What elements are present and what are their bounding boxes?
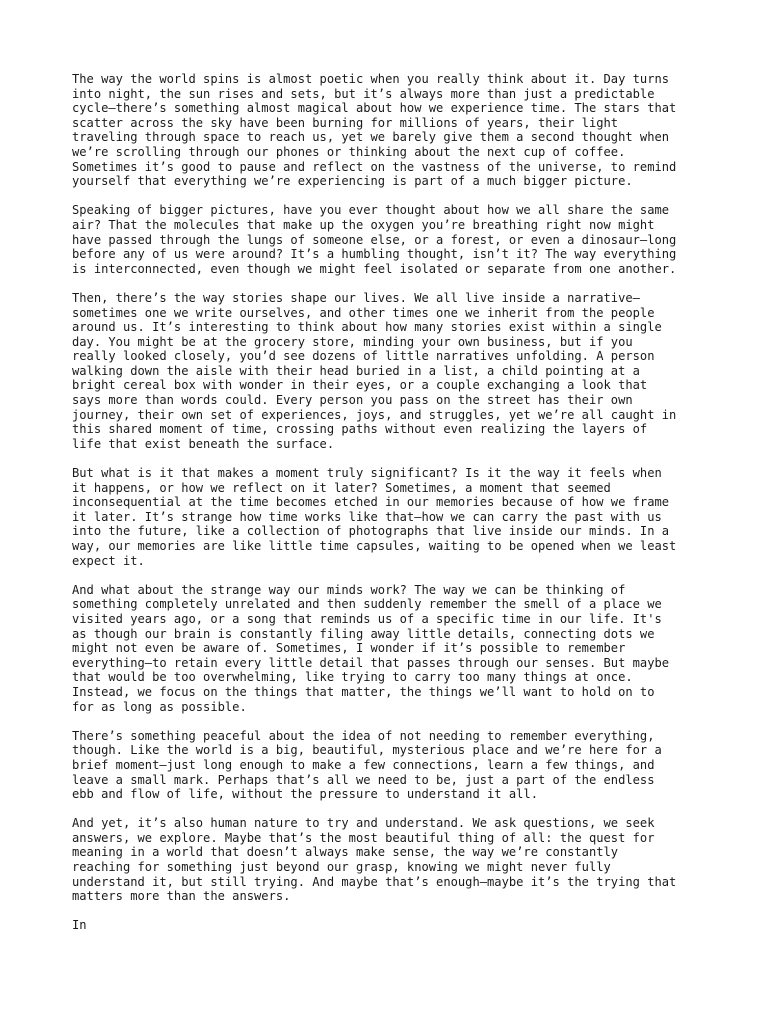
paragraph-5: And what about the strange way our minds work? The way we can be thinking of something completely unrelated and then suddenly remember the smell of a place we visited years ago, or a song that reminds us of a specific time in our life. It's as though our brain is constantly filing away little details, connecting dots we might not even be aware of. Sometimes, I wonder if it’s possible to remember everything—to retain every little detail that passes through our senses. But maybe that would be too overwhelming, like trying to carry too many things at once. Instead, we focus on the things that matter, the things we’ll want to hold on to for as long as possible. bbox=[72, 582, 670, 714]
paragraph-1: The way the world spins is almost poetic when you really think about it. Day turns into night, the sun rises and sets, but it’s always more than just a predictable cycle—there’s something almost magical about how we experience time. The stars that scatter across the sky have been burning for millions of years, their light traveling through space to reach us, yet we barely give them a second thought when we’re scrolling through our phones or thinking about the next cup of coffee. Sometimes it’s good to pause and reflect on the vastness of the universe, to remind yourself that everything we’re experiencing is part of a much bigger picture. bbox=[72, 72, 677, 189]
paragraph-6: There’s something peaceful about the idea of not needing to remember everything, though. Like the world is a big, beautiful, mysterious place and we’re here for a brief moment—just long enough to make a few connections, learn a few things, and leave a small mark. Perhaps that’s all we need to be, just a part of the endless ebb and flow of life, without the pressure to understand it all. bbox=[72, 728, 662, 802]
paragraph-3: Then, there’s the way stories shape our lives. We all live inside a narrative— sometimes one we write ourselves, and other times one we inherit from the people around us. It’s interesting to think about how many stories exist within a single day. You might be at the grocery store, minding your own business, but if you really looked closely, you’d see dozens of little narratives unfolding. A person walking down the aisle with their head buried in a list, a child pointing at a bright cereal box with wonder in their eyes, or a couple exchanging a look that says more than words could. Every person you pass on the street has their own journey, their own set of experiences, joys, and struggles, yet we’re all caught in this shared moment of time, crossing paths without even realizing the layers of life that exist beneath the surface. bbox=[72, 290, 677, 451]
paragraph-2: Speaking of bigger pictures, have you ever thought about how we all share the same air? That the molecules that make up the oxygen you’re breathing right now might have passed through the lungs of someone else, or a forest, or even a dinosaur—long before any of us were around? It’s a humbling thought, isn’t it? The way everything is interconnected, even though we might feel isolated or separate from one another. bbox=[72, 203, 677, 276]
paragraph-4: But what is it that makes a moment truly significant? Is it the way it feels when it happens, or how we reflect on it later? Sometimes, a moment that seemed inconsequential at the time becomes etched in our memories because of how we frame it later. It’s strange how time works like that—how we can carry the past with us into the future, like a collection of photographs that live inside our minds. In a way, our memories are like little time capsules, waiting to be opened when we least expect it. bbox=[72, 466, 677, 568]
document-page bbox=[72, 72, 712, 933]
paragraph-7: And yet, it’s also human nature to try and understand. We ask questions, we seek answers, we explore. Maybe that’s the most beautiful thing of all: the quest for meaning in a world that doesn’t always make sense, the way we’re constantly reaching for something just beyond our grasp, knowing we might never fully understand it, but still trying. And maybe that’s enough—maybe it’s the trying that matters more than the answers. bbox=[72, 816, 677, 904]
paragraph-8: In bbox=[72, 918, 87, 933]
